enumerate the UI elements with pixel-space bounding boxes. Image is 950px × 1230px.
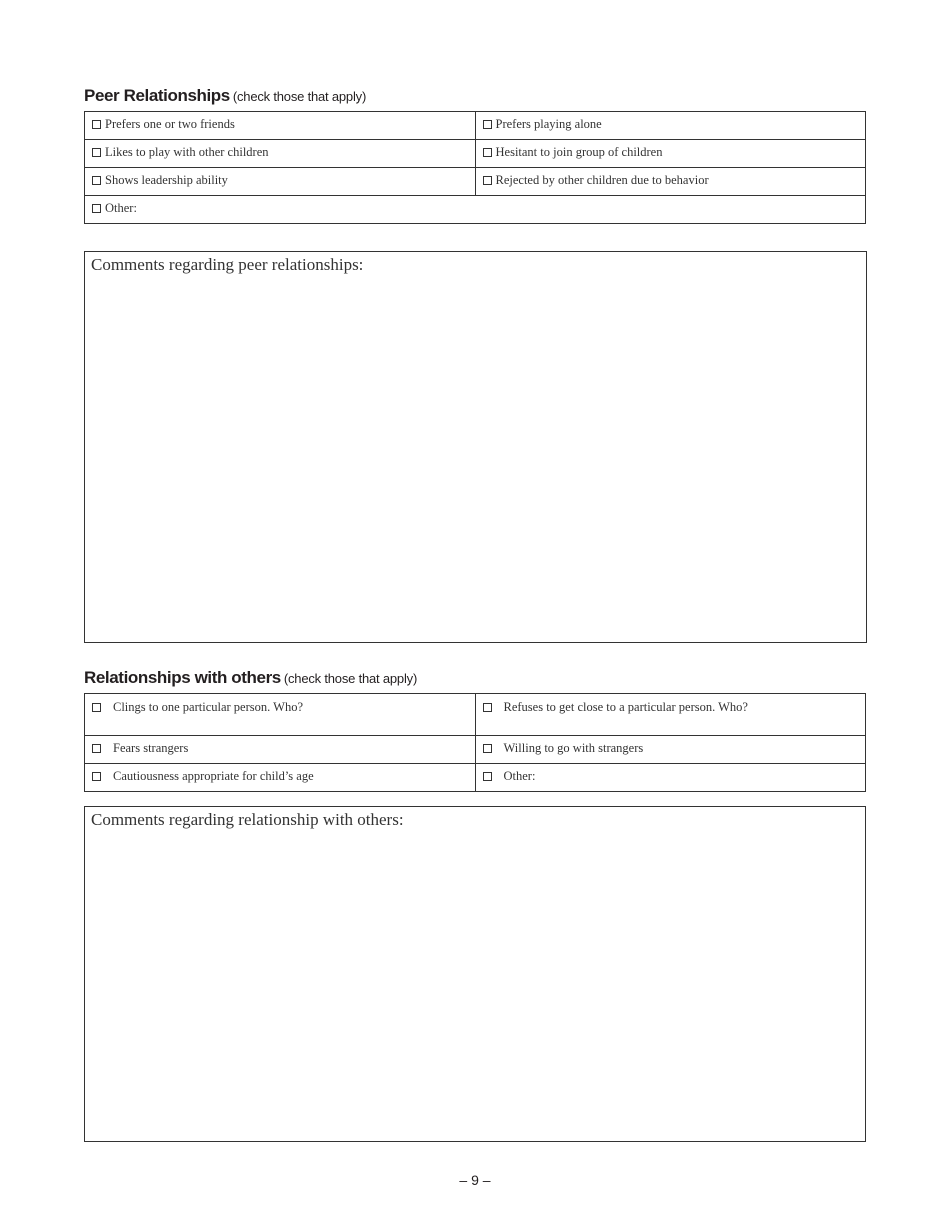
option-label: Fears strangers: [113, 741, 189, 755]
others-option-cell[interactable]: [475, 736, 866, 764]
checkbox[interactable]: [483, 176, 492, 185]
option-label: Prefers one or two friends: [105, 117, 235, 131]
option-label: Other:: [503, 769, 536, 783]
relationships-others-subtitle: (check those that apply): [283, 671, 418, 686]
option-label: Prefers playing alone: [495, 117, 602, 131]
peer-comments-label: Comments regarding peer relationships:: [91, 255, 364, 274]
option-label: Hesitant to join group of children: [495, 145, 663, 159]
others-option-cell[interactable]: [475, 764, 866, 792]
relationships-others-checklist: [84, 693, 866, 792]
checkbox[interactable]: [483, 772, 492, 781]
peer-option-cell[interactable]: [85, 140, 476, 168]
peer-relationships-title: Peer Relationships: [84, 86, 230, 105]
others-comments-box[interactable]: [84, 806, 866, 1142]
others-option-cell[interactable]: [475, 694, 866, 736]
others-option-cell[interactable]: [85, 736, 476, 764]
peer-option-cell[interactable]: [85, 168, 476, 196]
option-label: Rejected by other children due to behavior: [495, 173, 709, 187]
option-label: Other:: [105, 201, 137, 215]
checkbox[interactable]: [92, 703, 101, 712]
others-comments-label: Comments regarding relationship with others:: [91, 810, 404, 829]
relationships-others-heading: [84, 668, 417, 688]
peer-option-cell[interactable]: [85, 112, 476, 140]
option-label: Cautiousness appropriate for child’s age: [113, 769, 314, 783]
checkbox[interactable]: [92, 148, 101, 157]
option-label: Refuses to get close to a particular person. Who?: [503, 700, 748, 714]
peer-relationships-subtitle: (check those that apply): [232, 89, 367, 104]
peer-option-cell[interactable]: [475, 112, 866, 140]
checkbox[interactable]: [483, 120, 492, 129]
checkbox[interactable]: [92, 744, 101, 753]
checkbox[interactable]: [483, 703, 492, 712]
relationships-others-title: Relationships with others: [84, 668, 281, 687]
others-option-cell[interactable]: [85, 694, 476, 736]
checkbox[interactable]: [483, 744, 492, 753]
option-label: Clings to one particular person. Who?: [113, 700, 304, 714]
checkbox[interactable]: [483, 148, 492, 157]
others-option-cell[interactable]: [85, 764, 476, 792]
peer-option-cell[interactable]: [475, 140, 866, 168]
checkbox[interactable]: [92, 176, 101, 185]
checkbox[interactable]: [92, 772, 101, 781]
checkbox[interactable]: [92, 120, 101, 129]
peer-relationships-checklist: [84, 111, 866, 224]
checkbox[interactable]: [92, 204, 101, 213]
option-label: Likes to play with other children: [105, 145, 269, 159]
option-label: Shows leadership ability: [105, 173, 228, 187]
option-label: Willing to go with strangers: [503, 741, 644, 755]
peer-relationships-heading: [84, 86, 366, 106]
peer-comments-box[interactable]: [84, 251, 867, 643]
peer-option-cell[interactable]: [475, 168, 866, 196]
peer-option-other-cell[interactable]: [85, 196, 866, 224]
page-number: – 9 –: [459, 1172, 491, 1188]
